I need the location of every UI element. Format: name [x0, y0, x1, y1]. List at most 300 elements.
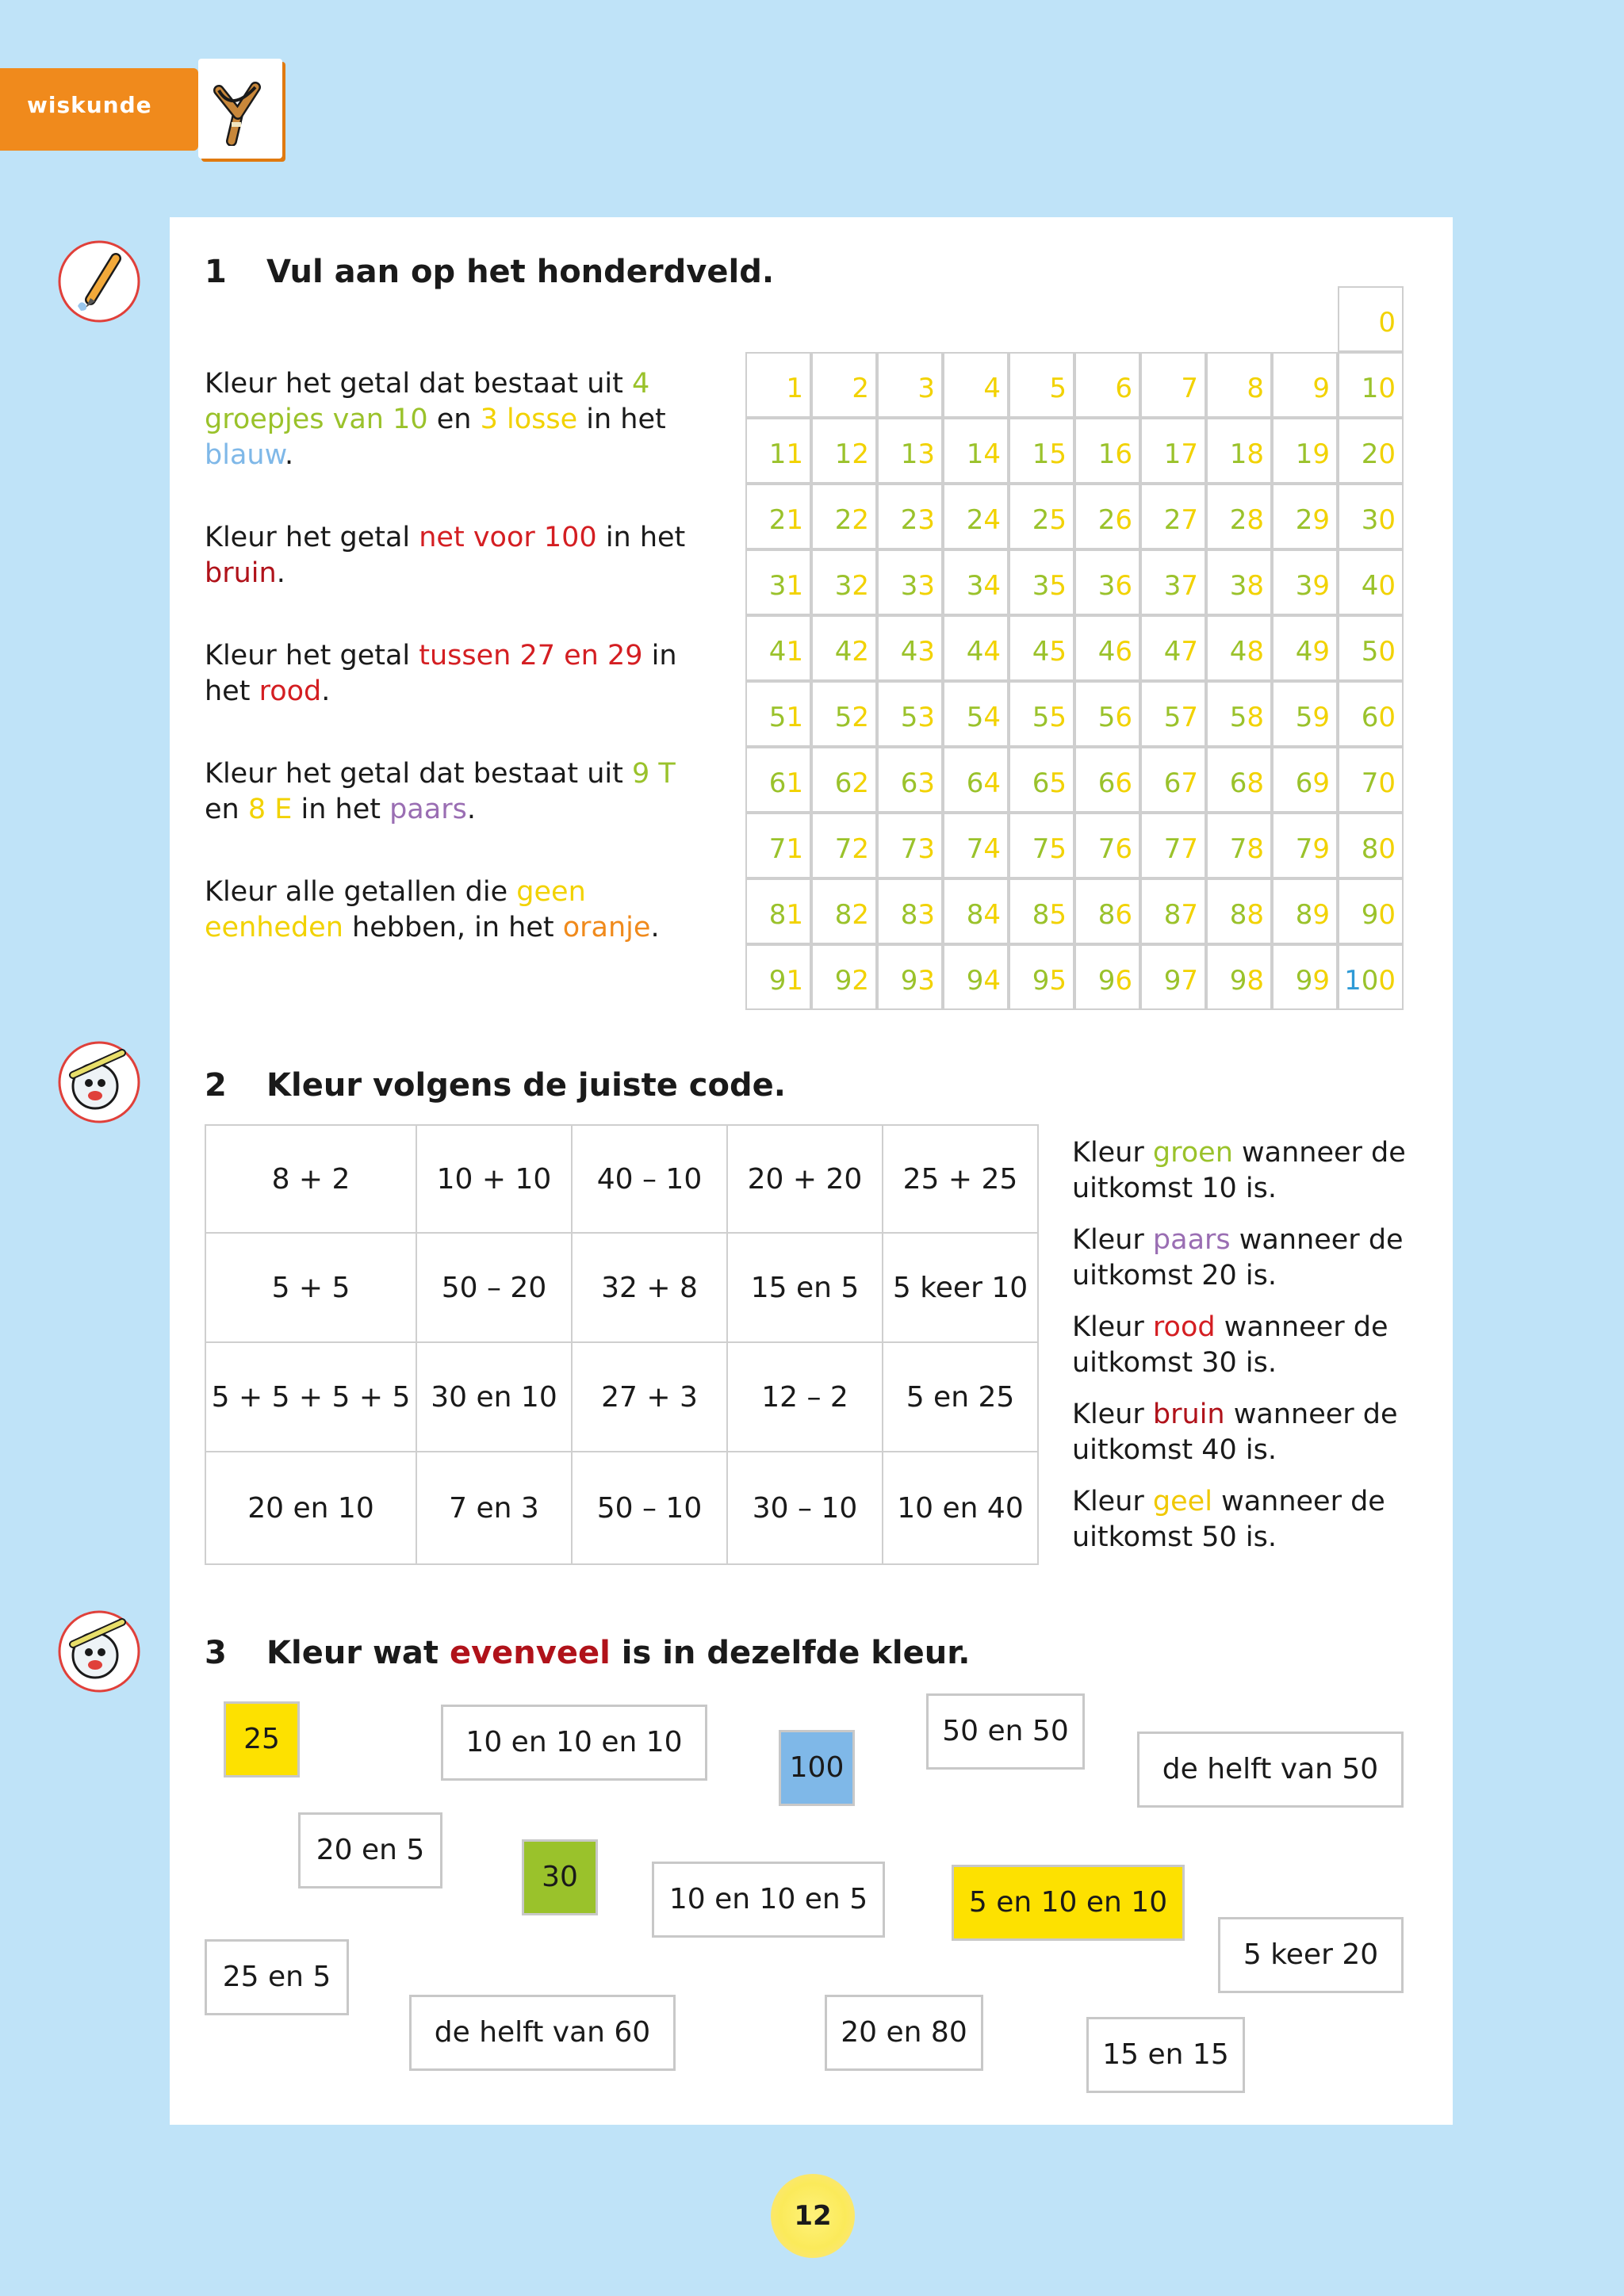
hundred-cell-number: 18 — [1229, 438, 1264, 470]
amount-box-label: de helft van 60 — [434, 2016, 651, 2049]
hundred-cell[interactable] — [1206, 813, 1272, 878]
hundred-cell[interactable] — [1272, 944, 1338, 1010]
amount-box[interactable] — [224, 1701, 300, 1777]
code-table-cell[interactable]: 50 – 10 — [572, 1452, 727, 1564]
hundred-cell[interactable] — [745, 944, 811, 1010]
instruction-4 — [205, 756, 712, 828]
code-table-cell[interactable]: 15 en 5 — [727, 1233, 883, 1342]
hundred-cell[interactable] — [1338, 878, 1404, 944]
hundred-cell[interactable] — [1140, 615, 1206, 681]
hundred-cell[interactable] — [811, 681, 877, 747]
hundred-cell-number: 5 — [1049, 373, 1067, 404]
hundred-cell-number: 2 — [852, 373, 869, 404]
hundred-cell[interactable] — [1140, 352, 1206, 418]
hundred-cell[interactable] — [1206, 944, 1272, 1010]
hundred-cell-number: 90 — [1361, 899, 1396, 931]
legend-color-word: groen — [1152, 1137, 1233, 1169]
legend-text: wanneer de uitkomst 10 is. — [1072, 1137, 1406, 1204]
amount-box-label: 20 en 5 — [316, 1834, 425, 1866]
hundred-cell[interactable] — [1338, 352, 1404, 418]
hundred-cell-number: 46 — [1097, 636, 1132, 668]
hundred-cell-number: 78 — [1229, 833, 1264, 865]
hundred-cell-number: 44 — [966, 636, 1001, 668]
instruction-text: paars — [389, 794, 467, 825]
hundred-cell[interactable] — [943, 813, 1009, 878]
code-table-cell[interactable]: 40 – 10 — [572, 1125, 727, 1233]
amount-box[interactable] — [952, 1865, 1185, 1941]
hundred-cell[interactable] — [877, 549, 943, 615]
hundred-cell-number: 29 — [1295, 504, 1330, 536]
hundred-cell[interactable] — [877, 418, 943, 484]
hundred-cell-number: 4 — [983, 373, 1001, 404]
instruction-text: en — [205, 794, 248, 825]
hundred-cell[interactable] — [943, 878, 1009, 944]
hundred-cell[interactable] — [1272, 418, 1338, 484]
amount-box[interactable] — [779, 1730, 855, 1806]
hundred-cell[interactable] — [1272, 878, 1338, 944]
exercise-2-number: 2 — [205, 1067, 227, 1104]
hundred-cell[interactable] — [943, 352, 1009, 418]
hundred-cell-number: 64 — [966, 767, 1001, 799]
hundred-cell[interactable] — [1338, 615, 1404, 681]
amount-box-label: 10 en 10 en 10 — [465, 1726, 683, 1758]
hundred-cell[interactable] — [877, 615, 943, 681]
hundred-cell[interactable] — [1206, 484, 1272, 549]
hundred-cell-number: 82 — [834, 899, 869, 931]
code-table-cell[interactable]: 30 – 10 — [727, 1452, 883, 1564]
hundred-cell[interactable] — [943, 944, 1009, 1010]
amount-box[interactable] — [409, 1995, 676, 2071]
hundred-cell[interactable] — [1140, 549, 1206, 615]
hundred-cell[interactable] — [1074, 747, 1140, 813]
hundred-cell[interactable] — [745, 878, 811, 944]
code-table-cell[interactable]: 50 – 20 — [416, 1233, 572, 1342]
hundred-cell[interactable] — [1272, 615, 1338, 681]
hundred-cell-number: 61 — [768, 767, 803, 799]
instruction-text: . — [284, 439, 294, 471]
instruction-text: in het — [596, 522, 686, 553]
instruction-text: . — [276, 557, 285, 589]
amount-box-label: 5 en 10 en 10 — [968, 1886, 1168, 1919]
amount-box-label: 100 — [789, 1751, 845, 1784]
hundred-cell-number: 0 — [1378, 307, 1396, 339]
hundred-cell-number: 100 — [1344, 965, 1396, 997]
hundred-cell[interactable] — [1272, 681, 1338, 747]
hundred-cell[interactable] — [1009, 944, 1074, 1010]
hundred-cell[interactable] — [1009, 615, 1074, 681]
instruction-text: 9 T — [631, 758, 676, 790]
hundred-cell-number: 12 — [834, 438, 869, 470]
hundred-cell[interactable] — [1009, 681, 1074, 747]
hundred-cell[interactable] — [811, 418, 877, 484]
hundred-cell[interactable] — [877, 747, 943, 813]
code-table-cell[interactable]: 5 + 5 — [205, 1233, 416, 1342]
hundred-cell-number: 77 — [1163, 833, 1198, 865]
hundred-cell-number: 84 — [966, 899, 1001, 931]
instruction-text: net voor 100 — [419, 522, 597, 553]
hundred-cell-number: 16 — [1097, 438, 1132, 470]
hundred-cell-number: 42 — [834, 636, 869, 668]
legend-text: Kleur — [1072, 1486, 1153, 1517]
legend-item — [1072, 1135, 1421, 1207]
legend-text: Kleur — [1072, 1137, 1153, 1169]
code-table-row — [205, 1342, 1038, 1452]
instruction-text: 8 E — [247, 794, 293, 825]
hundred-cell-number: 26 — [1097, 504, 1132, 536]
hundred-cell[interactable] — [1272, 352, 1338, 418]
legend-text: wanneer de uitkomst 30 is. — [1072, 1311, 1388, 1379]
hundred-cell[interactable] — [745, 418, 811, 484]
hundred-cell-number: 86 — [1097, 899, 1132, 931]
hundred-cell-number: 52 — [834, 702, 869, 733]
hundred-cell[interactable] — [1338, 747, 1404, 813]
code-table-cell[interactable]: 20 + 20 — [727, 1125, 883, 1233]
hundred-cell[interactable] — [1338, 484, 1404, 549]
hundred-cell[interactable] — [1074, 878, 1140, 944]
hundred-cell-number: 94 — [966, 965, 1001, 997]
hundred-cell[interactable] — [811, 747, 877, 813]
hundred-cell[interactable] — [1140, 944, 1206, 1010]
hundred-cell-number: 69 — [1295, 767, 1330, 799]
code-table-cell[interactable]: 10 + 10 — [416, 1125, 572, 1233]
exercise-1-number: 1 — [205, 254, 227, 290]
amount-box[interactable] — [1137, 1732, 1404, 1808]
hundred-cell[interactable] — [1338, 549, 1404, 615]
legend-item — [1072, 1310, 1421, 1381]
hundred-cell-number: 75 — [1032, 833, 1067, 865]
amount-box-label: 15 en 15 — [1102, 2038, 1229, 2071]
hundred-cell-number: 8 — [1247, 373, 1264, 404]
hundred-cell-number: 59 — [1295, 702, 1330, 733]
amount-box-label: 50 en 50 — [942, 1715, 1069, 1747]
hundred-cell-number: 68 — [1229, 767, 1264, 799]
hundred-cell-number: 88 — [1229, 899, 1264, 931]
hundred-cell-number: 17 — [1163, 438, 1198, 470]
instruction-text: tussen 27 en 29 — [419, 640, 643, 672]
subject-label: wiskunde — [27, 92, 152, 118]
instruction-text: en — [427, 404, 481, 435]
hundred-cell[interactable] — [1074, 615, 1140, 681]
code-table-cell[interactable]: 8 + 2 — [205, 1125, 416, 1233]
hundred-cell[interactable] — [877, 681, 943, 747]
instruction-5 — [205, 874, 712, 946]
legend-color-word: bruin — [1152, 1399, 1225, 1430]
amount-box[interactable] — [1218, 1917, 1404, 1993]
hundred-cell[interactable] — [877, 352, 943, 418]
code-table-cell[interactable]: 5 + 5 + 5 + 5 — [205, 1342, 416, 1452]
amount-box[interactable] — [652, 1862, 885, 1938]
hundred-cell[interactable] — [1272, 549, 1338, 615]
hundred-cell[interactable] — [1140, 681, 1206, 747]
hundred-cell-number: 41 — [768, 636, 803, 668]
legend-color-word: rood — [1152, 1311, 1216, 1343]
hundred-cell[interactable] — [877, 878, 943, 944]
hundred-cell[interactable] — [943, 681, 1009, 747]
amount-box[interactable] — [522, 1839, 598, 1915]
hundred-cell-number: 36 — [1097, 570, 1132, 602]
instruction-text: Kleur het getal dat bestaat uit — [205, 758, 632, 790]
hundred-cell-number: 89 — [1295, 899, 1330, 931]
hundred-cell-number: 97 — [1163, 965, 1198, 997]
hundred-cell-number: 98 — [1229, 965, 1264, 997]
hundred-cell-number: 35 — [1032, 570, 1067, 602]
hundred-cell[interactable] — [1009, 813, 1074, 878]
instruction-text: oranje — [562, 912, 651, 943]
legend-color-word: geel — [1152, 1486, 1212, 1517]
hundred-cell[interactable] — [1074, 681, 1140, 747]
hundred-cell[interactable] — [745, 549, 811, 615]
hundred-cell-number: 37 — [1163, 570, 1198, 602]
hundred-cell-number: 19 — [1295, 438, 1330, 470]
hundred-cell[interactable] — [811, 813, 877, 878]
amount-box-label: 5 keer 20 — [1243, 1938, 1379, 1971]
hundred-cell[interactable] — [1009, 484, 1074, 549]
hundred-cell-number: 30 — [1361, 504, 1396, 536]
code-table-cell[interactable]: 30 en 10 — [416, 1342, 572, 1452]
hundred-cell-number: 91 — [768, 965, 803, 997]
hundred-cell[interactable] — [877, 484, 943, 549]
exercise-3-title-pre: Kleur wat — [266, 1635, 450, 1671]
amount-box-label: 20 en 80 — [841, 2016, 967, 2049]
legend-color-word: paars — [1152, 1224, 1231, 1256]
hundred-cell[interactable] — [745, 615, 811, 681]
hundred-cell[interactable] — [1272, 813, 1338, 878]
hundred-cell[interactable] — [811, 615, 877, 681]
hundred-cell[interactable] — [745, 352, 811, 418]
hundred-cell[interactable] — [1009, 878, 1074, 944]
instruction-text: Kleur het getal dat bestaat uit — [205, 368, 632, 400]
code-table-cell[interactable]: 25 + 25 — [883, 1125, 1038, 1233]
hundred-cell-number: 57 — [1163, 702, 1198, 733]
code-table-cell[interactable]: 32 + 8 — [572, 1233, 727, 1342]
hundred-cell-number: 54 — [966, 702, 1001, 733]
instruction-text: . — [321, 675, 331, 707]
hundred-cell-number: 7 — [1181, 373, 1198, 404]
amount-box-label: 10 en 10 en 5 — [668, 1883, 868, 1915]
hundred-cell[interactable] — [1272, 484, 1338, 549]
hundred-cell-number: 3 — [917, 373, 935, 404]
page-number: 12 — [771, 2174, 855, 2258]
hundred-cell-number: 24 — [966, 504, 1001, 536]
mascot-brush-icon — [57, 1609, 141, 1693]
hundred-cell[interactable] — [1338, 944, 1404, 1010]
code-table-cell[interactable]: 5 keer 10 — [883, 1233, 1038, 1342]
hundred-cell[interactable] — [943, 549, 1009, 615]
hundred-cell[interactable] — [877, 813, 943, 878]
amount-box-label: 25 en 5 — [222, 1961, 331, 1993]
hundred-cell[interactable] — [811, 878, 877, 944]
code-table-row — [205, 1125, 1038, 1233]
hundred-cell-number: 25 — [1032, 504, 1067, 536]
hundred-cell-number: 23 — [900, 504, 935, 536]
hundred-cell-number: 73 — [900, 833, 935, 865]
hundred-cell[interactable] — [811, 944, 877, 1010]
hundred-cell[interactable] — [1338, 286, 1404, 352]
hundred-cell[interactable] — [943, 418, 1009, 484]
amount-box[interactable] — [298, 1812, 442, 1888]
legend-text: Kleur — [1072, 1399, 1153, 1430]
instruction-text: blauw — [205, 439, 285, 471]
hundred-cell-number: 56 — [1097, 702, 1132, 733]
hundred-cell[interactable] — [1074, 484, 1140, 549]
instruction-3 — [205, 638, 712, 710]
hundred-cell-number: 55 — [1032, 702, 1067, 733]
hundred-cell-number: 81 — [768, 899, 803, 931]
hundred-cell[interactable] — [1140, 747, 1206, 813]
amount-box[interactable] — [926, 1693, 1085, 1770]
legend-text: Kleur — [1072, 1224, 1153, 1256]
subject-icon-box — [198, 59, 282, 159]
mascot-brush-icon — [57, 1040, 141, 1124]
amount-box[interactable] — [441, 1705, 707, 1781]
hundred-cell-number: 58 — [1229, 702, 1264, 733]
hundred-cell[interactable] — [811, 549, 877, 615]
hundred-cell[interactable] — [1140, 813, 1206, 878]
hundred-cell-number: 47 — [1163, 636, 1198, 668]
hundred-cell-number: 83 — [900, 899, 935, 931]
hundred-cell[interactable] — [745, 681, 811, 747]
hundred-cell[interactable] — [745, 747, 811, 813]
hundred-cell-number: 45 — [1032, 636, 1067, 668]
hundred-cell[interactable] — [1206, 352, 1272, 418]
instruction-text: hebben, in het — [343, 912, 563, 943]
exercise-2-title: Kleur volgens de juiste code. — [266, 1067, 786, 1104]
hundred-cell-number: 27 — [1163, 504, 1198, 536]
hundred-cell[interactable] — [1140, 418, 1206, 484]
hundred-cell[interactable] — [1206, 878, 1272, 944]
hundred-cell-number: 50 — [1361, 636, 1396, 668]
hundred-cell-number: 33 — [900, 570, 935, 602]
hundred-cell-number: 31 — [768, 570, 803, 602]
instruction-text: in het — [205, 640, 677, 707]
legend-text: wanneer de uitkomst 40 is. — [1072, 1399, 1398, 1466]
legend-text: wanneer de uitkomst 50 is. — [1072, 1486, 1385, 1553]
hundred-cell-number: 92 — [834, 965, 869, 997]
hundred-cell[interactable] — [745, 484, 811, 549]
hundred-cell-number: 1 — [786, 373, 803, 404]
slingshot-icon — [208, 73, 273, 146]
hundred-cell-number: 87 — [1163, 899, 1198, 931]
hundred-cell[interactable] — [1338, 418, 1404, 484]
legend-text: wanneer de uitkomst 20 is. — [1072, 1224, 1404, 1292]
hundred-cell-number: 43 — [900, 636, 935, 668]
hundred-cell[interactable] — [1206, 418, 1272, 484]
code-table-cell[interactable]: 5 en 25 — [883, 1342, 1038, 1452]
hundred-cell-number: 53 — [900, 702, 935, 733]
hundred-cell-number: 74 — [966, 833, 1001, 865]
hundred-cell[interactable] — [877, 944, 943, 1010]
instruction-text: . — [650, 912, 660, 943]
hundred-cell-number: 71 — [768, 833, 803, 865]
code-table-row — [205, 1452, 1038, 1564]
hundred-cell-number: 96 — [1097, 965, 1132, 997]
hundred-cell[interactable] — [1206, 747, 1272, 813]
instruction-text: Kleur alle getallen die — [205, 876, 517, 908]
hundred-cell[interactable] — [1074, 418, 1140, 484]
code-table-cell[interactable]: 12 – 2 — [727, 1342, 883, 1452]
amount-box[interactable] — [825, 1995, 983, 2071]
instruction-text: in het — [577, 404, 666, 435]
hundred-cell-number: 79 — [1295, 833, 1330, 865]
legend-item — [1072, 1397, 1421, 1468]
hundred-cell-number: 51 — [768, 702, 803, 733]
hundred-cell[interactable] — [1074, 549, 1140, 615]
hundred-cell[interactable] — [943, 747, 1009, 813]
hundred-cell-number: 28 — [1229, 504, 1264, 536]
hundred-cell[interactable] — [1009, 418, 1074, 484]
hundred-cell[interactable] — [1074, 813, 1140, 878]
hundred-cell[interactable] — [745, 813, 811, 878]
amount-box-label: 30 — [542, 1861, 578, 1893]
hundred-cell-number: 15 — [1032, 438, 1067, 470]
instruction-2 — [205, 520, 712, 591]
hundred-cell[interactable] — [1074, 352, 1140, 418]
hundred-cell[interactable] — [943, 615, 1009, 681]
instruction-1 — [205, 366, 712, 473]
hundred-cell-number: 49 — [1295, 636, 1330, 668]
hundred-cell-number: 65 — [1032, 767, 1067, 799]
hundred-cell-number: 72 — [834, 833, 869, 865]
hundred-cell[interactable] — [1009, 747, 1074, 813]
hundred-cell-number: 6 — [1115, 373, 1132, 404]
hundred-cell-number: 85 — [1032, 899, 1067, 931]
hundred-cell[interactable] — [1009, 549, 1074, 615]
hundred-cell-number: 66 — [1097, 767, 1132, 799]
amount-box[interactable] — [1086, 2017, 1245, 2093]
code-table-cell[interactable]: 27 + 3 — [572, 1342, 727, 1452]
amount-box-label: de helft van 50 — [1162, 1753, 1379, 1785]
code-table — [205, 1124, 1039, 1565]
exercise-3-number: 3 — [205, 1635, 227, 1671]
instruction-text: 4 groepjes van 10 — [205, 368, 650, 435]
hundred-cell-number: 22 — [834, 504, 869, 536]
hundred-cell[interactable] — [1140, 484, 1206, 549]
hundred-cell[interactable] — [1206, 549, 1272, 615]
exercise-3-title-emphasis: evenveel — [449, 1635, 611, 1671]
hundred-cell[interactable] — [811, 352, 877, 418]
hundred-cell-number: 80 — [1361, 833, 1396, 865]
hundred-cell-number: 63 — [900, 767, 935, 799]
hundred-cell[interactable] — [1272, 747, 1338, 813]
instruction-text: 3 losse — [480, 404, 578, 435]
legend-item — [1072, 1484, 1421, 1556]
hundred-cell[interactable] — [1338, 813, 1404, 878]
hundred-cell-number: 21 — [768, 504, 803, 536]
legend-text: Kleur — [1072, 1311, 1153, 1343]
hundred-cell[interactable] — [1206, 615, 1272, 681]
hundred-cell-number: 20 — [1361, 438, 1396, 470]
instruction-text: Kleur het getal — [205, 522, 419, 553]
hundred-cell[interactable] — [1338, 681, 1404, 747]
hundred-cell[interactable] — [1009, 352, 1074, 418]
hundred-cell[interactable] — [1074, 944, 1140, 1010]
hundred-cell-number: 95 — [1032, 965, 1067, 997]
instruction-text: . — [466, 794, 476, 825]
instruction-text: geen eenheden — [205, 876, 586, 943]
hundred-cell[interactable] — [943, 484, 1009, 549]
hundred-cell-number: 10 — [1361, 373, 1396, 404]
hundred-cell-number: 9 — [1312, 373, 1330, 404]
amount-box[interactable] — [205, 1939, 349, 2015]
exercise-3-title-post: is in dezelfde kleur. — [610, 1635, 971, 1671]
hundred-cell[interactable] — [811, 484, 877, 549]
code-table-cell[interactable]: 7 en 3 — [416, 1452, 572, 1564]
hundred-cell[interactable] — [1140, 878, 1206, 944]
code-table-cell[interactable]: 20 en 10 — [205, 1452, 416, 1564]
hundred-cell[interactable] — [1206, 681, 1272, 747]
hundred-cell-number: 93 — [900, 965, 935, 997]
code-table-cell[interactable]: 10 en 40 — [883, 1452, 1038, 1564]
